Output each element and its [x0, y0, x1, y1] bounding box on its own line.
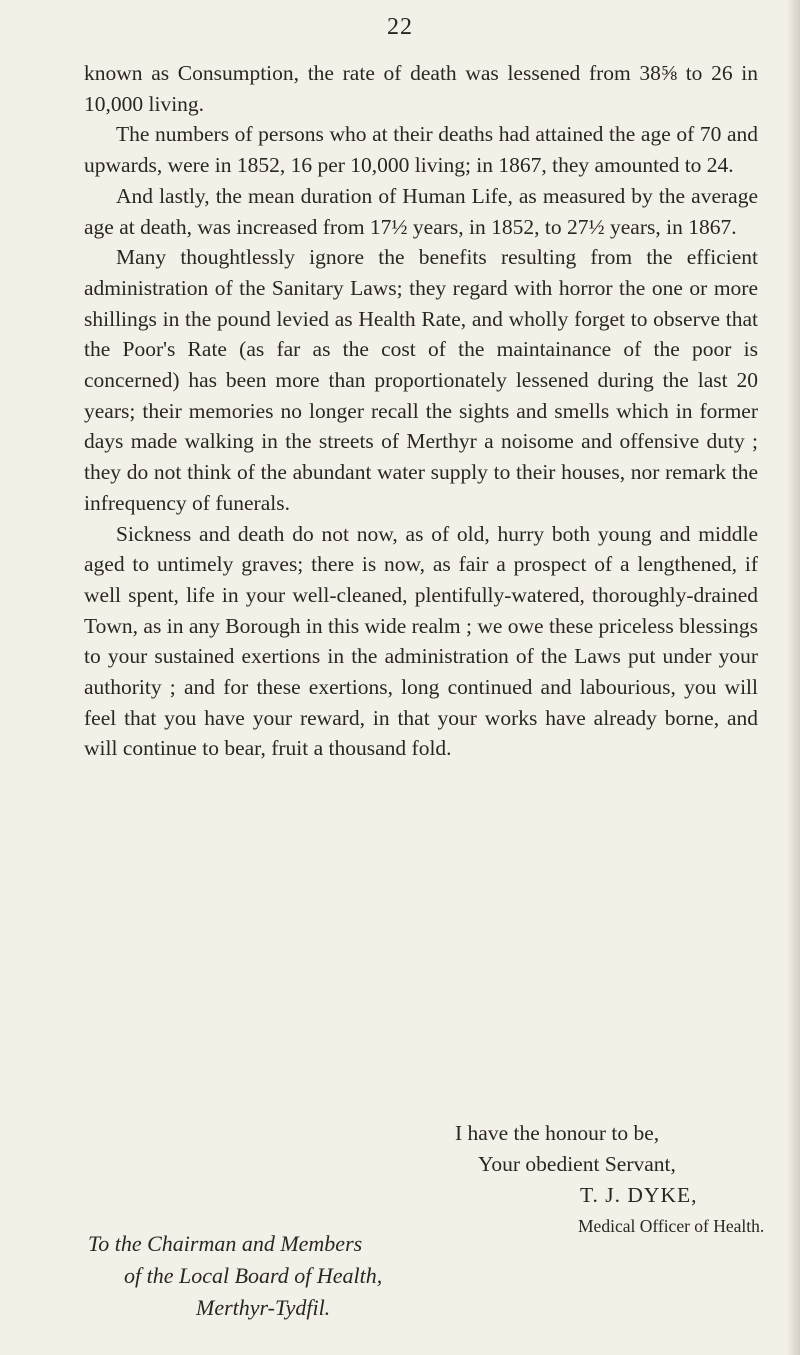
- addressee-block: [88, 1228, 382, 1324]
- paragraph: And lastly, the mean duration of Human Life, as measured by the average age at death, was increased from 17½ years, in 1852, to 27½ years, in 1867.: [84, 183, 758, 239]
- page-edge-shadow: [786, 0, 800, 1355]
- page-number: 22: [387, 14, 413, 40]
- paragraph: known as Consumption, the rate of death was lessened from 38⅝ to 26 in 10,000 living.: [84, 61, 758, 116]
- paragraph: The numbers of persons who at their deaths had attained the age of 70 and upwards, were in 1852, 16 per 10,000 living; in 1867, they amounted to 24.: [84, 122, 758, 178]
- addressee-line: Merthyr-Tydfil.: [196, 1295, 331, 1320]
- body-text: [84, 58, 758, 764]
- paragraph: Sickness and death do not now, as of old, hurry both young and middle aged to untimely graves; there is now, as fair a prospect of a lengthened, if well spent, life in your well-cleaned, plentifully-watered, thoroughly-drained Town, as in any Borough in this wide realm ; we owe these priceless blessings to your sustained exertions in the administration of the Laws put under your authority ; and for these exertions, long continued and labourious, you will feel that you have your reward, in that your works have already borne, and will continue to bear, fruit a thousand fold.: [84, 521, 758, 761]
- signatory-title: Medical Officer of Health.: [578, 1216, 765, 1236]
- addressee-line: of the Local Board of Health,: [124, 1263, 383, 1288]
- paragraph: Many thoughtlessly ignore the benefits resulting from the efficient administration of the Sanitary Laws; they regard with horror the one or more shillings in the pound levied as Health Rate, and wholly forget to observe that the Poor's Rate (as far as the cost of the maintainance of the poor is concerned) has been more than proportionately lessened during the last 20 years; their memories no longer recall the sights and smells which in former days made walking in the streets of Merthyr a noisome and offensive duty ; they do not think of the abundant water supply to their houses, nor remark the infrequency of funerals.: [84, 245, 758, 515]
- signatory-name: T. J. DYKE,: [580, 1183, 698, 1207]
- addressee-line: To the Chairman and Members: [88, 1231, 363, 1256]
- closing-salutation: I have the honour to be,: [455, 1121, 660, 1145]
- closing-servant: Your obedient Servant,: [478, 1152, 676, 1176]
